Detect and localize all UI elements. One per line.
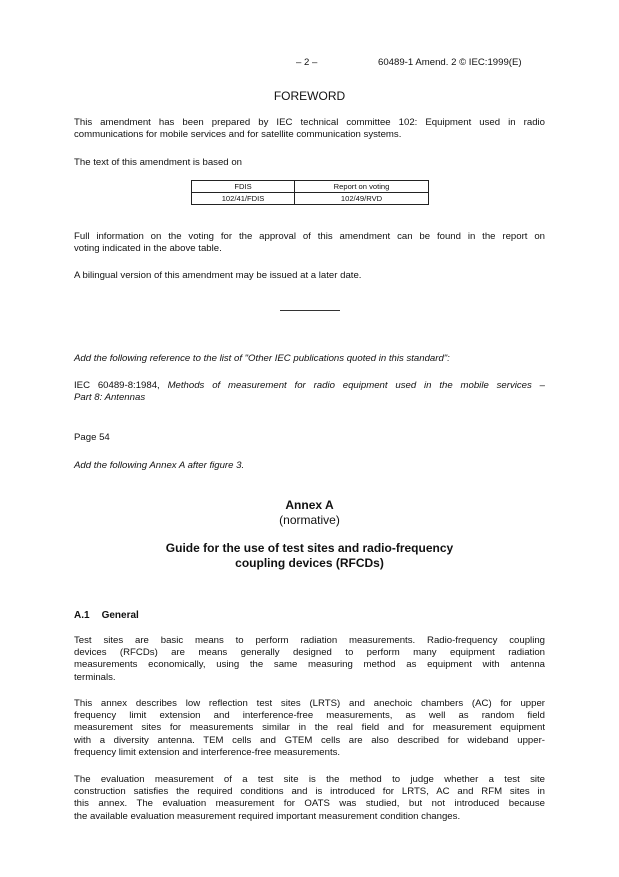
reference-title: Methods of measurement for radio equipment used in the mobile services – bbox=[167, 380, 545, 391]
text-line: This amendment has been prepared by IEC technical committee 102: Equipment used in radio bbox=[74, 117, 545, 128]
text-line: frequency limit extension and interference-free measurements. bbox=[74, 746, 341, 758]
text-line: terminals. bbox=[74, 671, 116, 683]
foreword-paragraph-4: A bilingual version of this amendment may be issued at a later date. bbox=[74, 270, 362, 281]
annex-subtitle-line-1: Guide for the use of test sites and radio-frequency bbox=[165, 541, 454, 555]
table-header: Report on voting bbox=[295, 181, 429, 193]
text-line: Part 8: Antennas bbox=[74, 392, 146, 404]
table-row bbox=[192, 193, 429, 205]
section-number: A.1 bbox=[74, 610, 90, 621]
instruction-add-annex: Add the following Annex A after figure 3. bbox=[74, 460, 245, 471]
text-line: Full information on the voting for the approval of this amendment can be found in the report on bbox=[74, 231, 545, 242]
text-line: The evaluation measurement of a test site is the method to judge whether a test site bbox=[74, 774, 545, 785]
voting-table bbox=[191, 180, 429, 205]
text-line: devices (RFCDs) are means generally designed to perform many equipment radiation bbox=[74, 647, 545, 659]
annex-type: (normative) bbox=[279, 513, 340, 527]
text-line: voting indicated in the above table. bbox=[74, 243, 222, 255]
foreword-paragraph-1 bbox=[74, 117, 545, 141]
annex-paragraph-3 bbox=[74, 774, 545, 823]
section-heading bbox=[74, 610, 545, 621]
section-title: General bbox=[101, 610, 139, 621]
table-cell: 102/49/RVD bbox=[295, 193, 429, 205]
annex-title: Annex A bbox=[285, 498, 334, 512]
page-reference: Page 54 bbox=[74, 432, 110, 443]
instruction-add-reference: Add the following reference to the list of "Other IEC publications quoted in this standard": bbox=[74, 353, 450, 364]
text-line: the available evaluation measurement required important measurement condition changes. bbox=[74, 810, 461, 822]
table-cell: 102/41/FDIS bbox=[192, 193, 295, 205]
text-line: this annex. The evaluation measurement for OATS was studied, but not introduced because bbox=[74, 798, 545, 810]
annex-paragraph-2 bbox=[74, 698, 545, 759]
text-line bbox=[74, 380, 545, 392]
text-line: construction satisfies the required conditions and is introduced for LRTS, AC and RFM sites in bbox=[74, 786, 545, 798]
text-line: measurement sites for measurements similar in the real field and for measurement equipment bbox=[74, 722, 545, 734]
annex-paragraph-1 bbox=[74, 635, 545, 684]
table-header-row bbox=[192, 181, 429, 193]
text-line: frequency limit extension and interference-free measurements, as well as random field bbox=[74, 710, 545, 722]
annex-subtitle-line-2: coupling devices (RFCDs) bbox=[235, 556, 384, 570]
foreword-paragraph-2: The text of this amendment is based on bbox=[74, 157, 242, 168]
text-line: measurements economically, using the same measuring method as equipment with antenna bbox=[74, 659, 545, 671]
reference-id: IEC 60489-8:1984, bbox=[74, 380, 168, 391]
foreword-paragraph-3 bbox=[74, 231, 545, 255]
document-id: 60489-1 Amend. 2 © IEC:1999(E) bbox=[378, 57, 522, 68]
reference-entry bbox=[74, 380, 545, 404]
text-line: Test sites are basic means to perform radiation measurements. Radio-frequency coupling bbox=[74, 635, 545, 646]
text-line: This annex describes low reflection test sites (LRTS) and anechoic chambers (AC) for upper bbox=[74, 698, 545, 709]
page-number: – 2 – bbox=[296, 57, 318, 68]
text-line: with a diversity antenna. TEM cells and GTEM cells are also described for wideband upper- bbox=[74, 734, 545, 746]
separator-rule bbox=[280, 310, 340, 311]
text-line: communications for mobile services and for satellite communication systems. bbox=[74, 129, 402, 141]
foreword-title: FOREWORD bbox=[273, 89, 346, 103]
table-header: FDIS bbox=[192, 181, 295, 193]
